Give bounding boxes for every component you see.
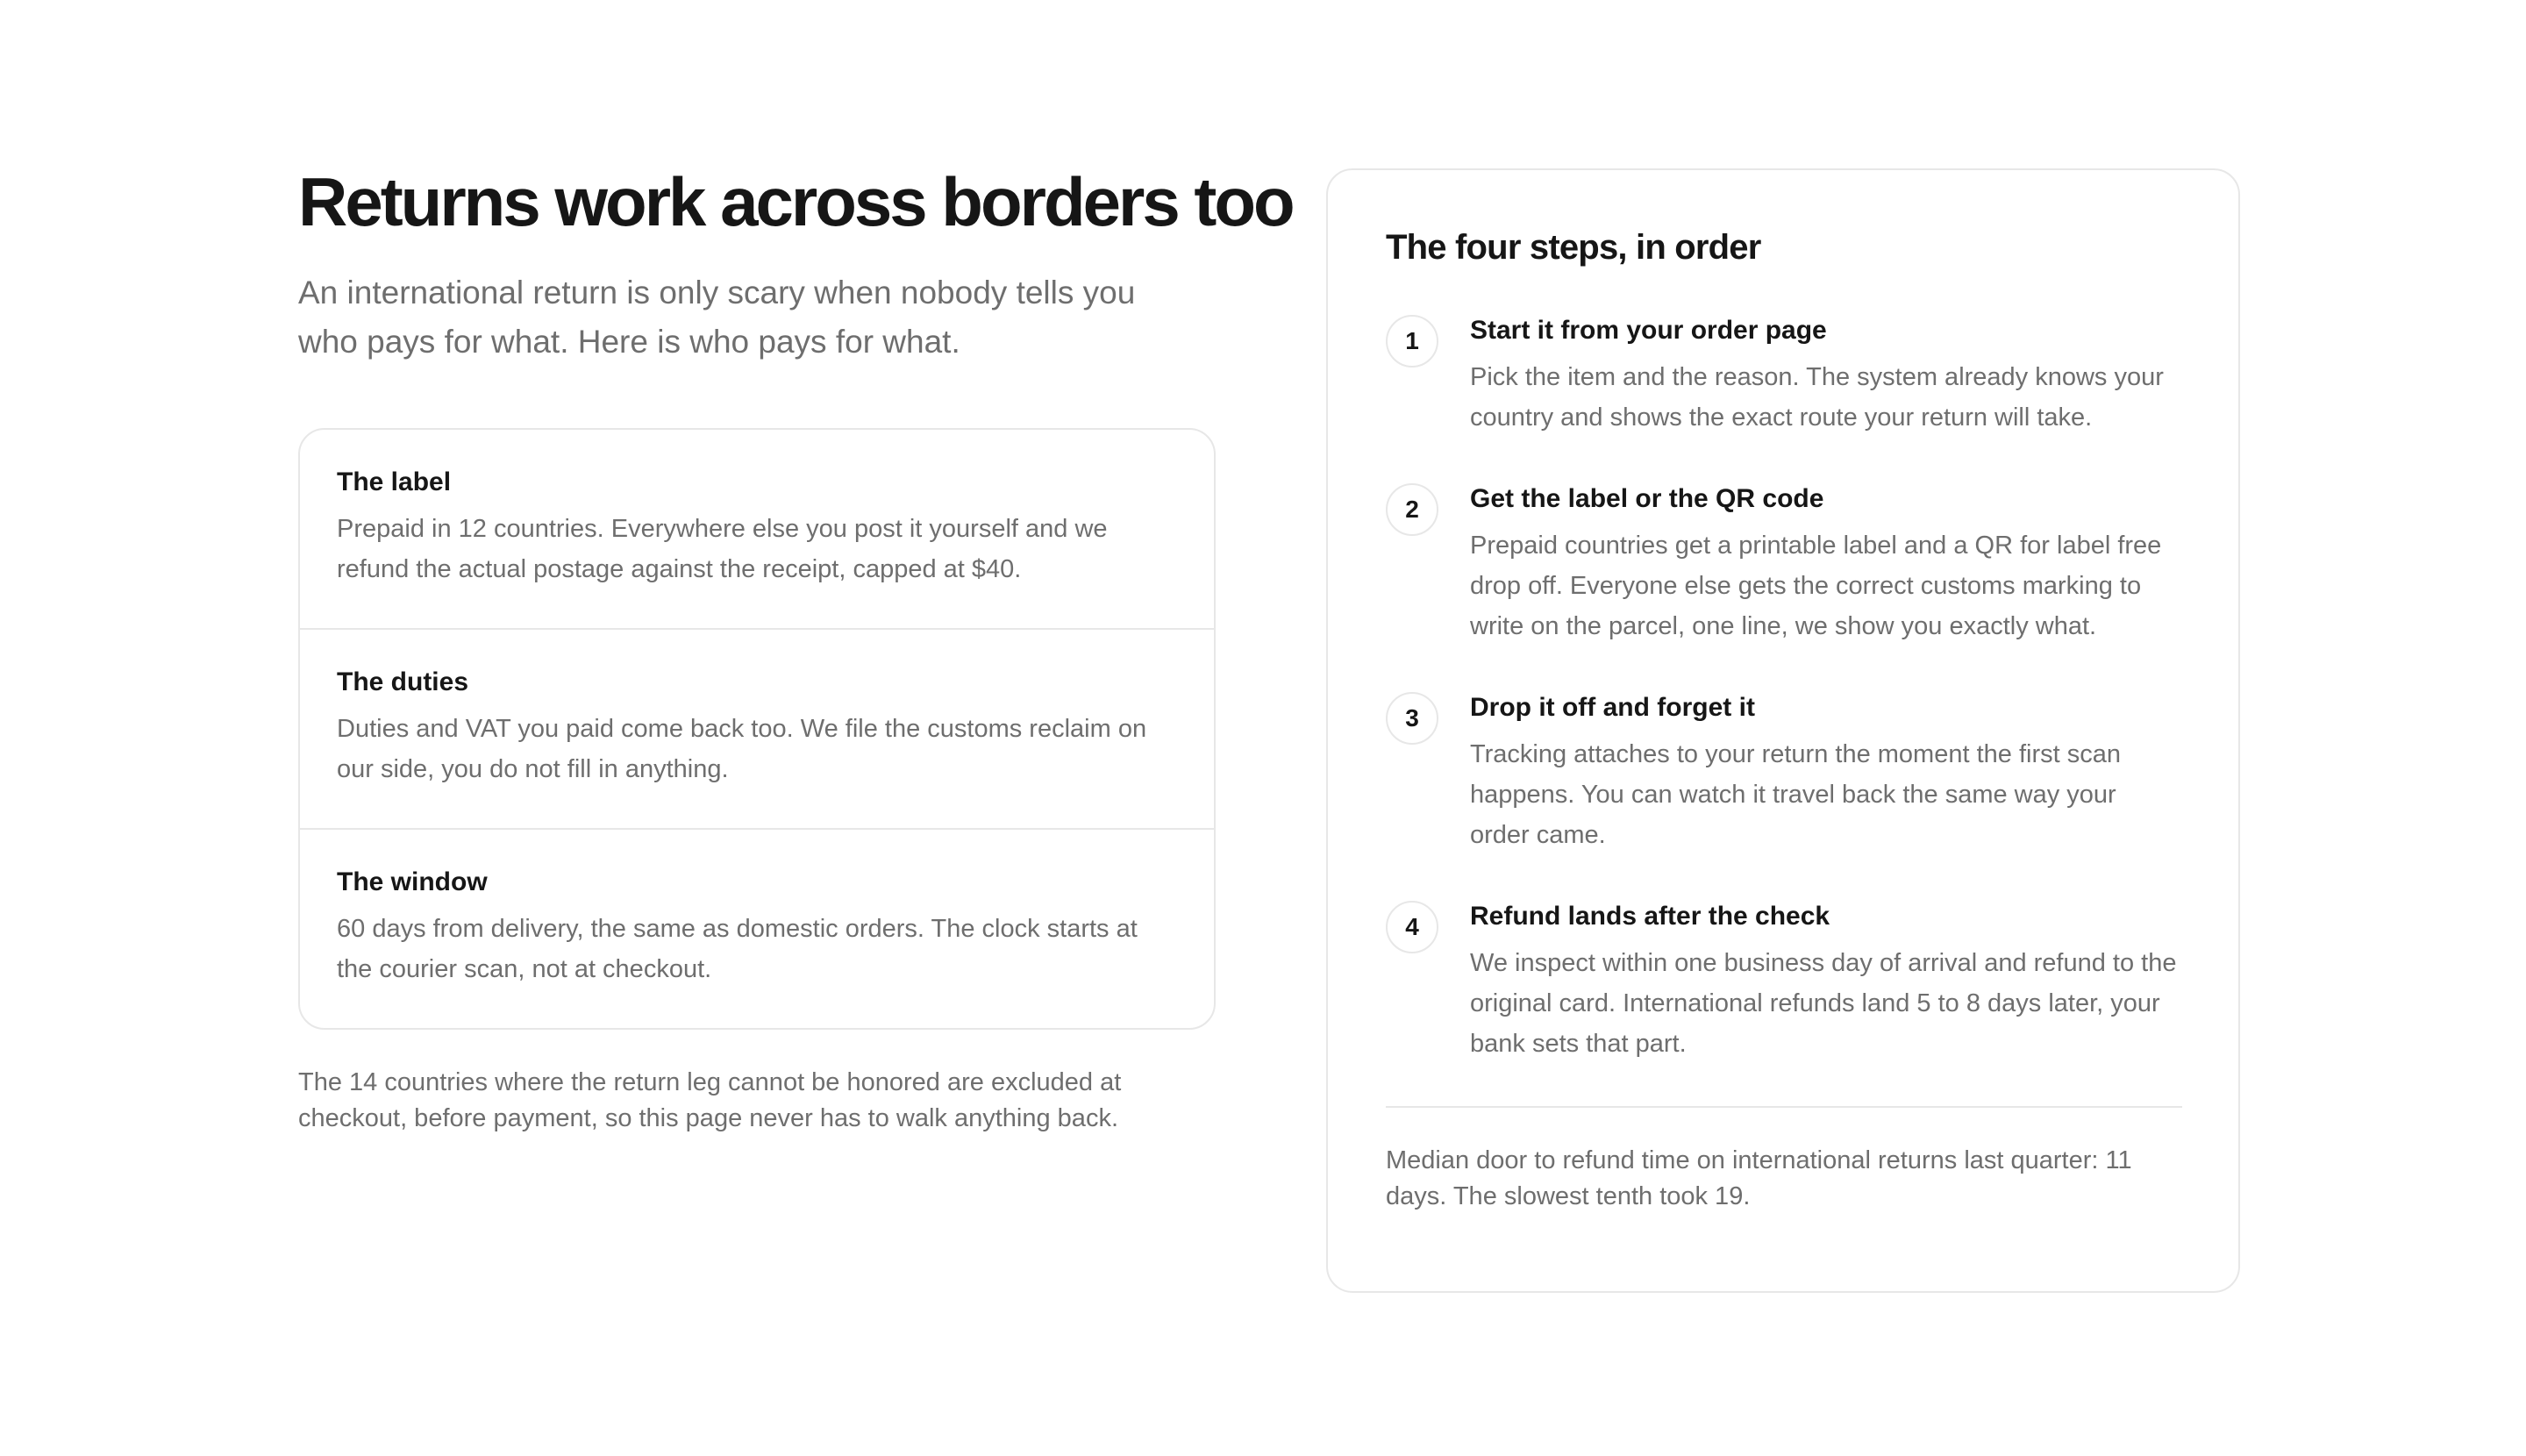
term-window [300, 828, 1214, 1028]
step-body: Tracking attaches to your return the moment the first scan happens. You can watch it travel back the same way your order came. [1470, 740, 2121, 849]
term-body: Prepaid in 12 countries. Everywhere else you post it yourself and we refund the actual postage against the receipt, capped at $40. [337, 514, 1108, 583]
term-title: The window [337, 867, 488, 896]
step-number-badge: 2 [1386, 483, 1438, 536]
term-body: Duties and VAT you paid come back too. We file the customs reclaim on our side, you do not fill in anything. [337, 714, 1147, 783]
intro-section [298, 163, 1293, 1162]
term-title: The label [337, 467, 452, 496]
step-number-badge: 4 [1386, 901, 1438, 953]
term-title: The duties [337, 667, 469, 696]
step-text [1470, 315, 2182, 438]
step-title: Refund lands after the check [1470, 902, 1830, 931]
step-text [1470, 483, 2182, 646]
step-text [1470, 692, 2182, 855]
term-label [300, 430, 1214, 628]
term-duties [300, 628, 1214, 828]
page-title: Returns work across borders too [298, 163, 1293, 240]
step-body: We inspect within one business day of arrival and refund to the original card. International refunds land 5 to 8 days later, your bank sets that part. [1470, 949, 2177, 1058]
step-item [1386, 315, 2182, 438]
page-subtitle: An international return is only scary when nobody tells you who pays for what. Here is who pays for what. [298, 274, 1136, 360]
step-item [1386, 692, 2182, 855]
step-title: Get the label or the QR code [1470, 484, 1824, 513]
excluded-countries-note: The 14 countries where the return leg cannot be honored are excluded at checkout, before payment, so this page never has to walk anything back. [298, 1067, 1122, 1132]
step-item [1386, 901, 2182, 1064]
step-text [1470, 901, 2182, 1064]
step-number-badge: 3 [1386, 692, 1438, 745]
step-title: Drop it off and forget it [1470, 693, 1755, 722]
refund-time-stat: Median door to refund time on international returns last quarter: 11 days. The slowest tenth took 19. [1386, 1146, 2132, 1210]
terms-card [298, 428, 1216, 1030]
step-body: Pick the item and the reason. The system already knows your country and shows the exact route your return will take. [1470, 363, 2164, 432]
divider [1386, 1106, 2182, 1108]
step-title: Start it from your order page [1470, 316, 1827, 345]
steps-card [1326, 168, 2240, 1293]
step-body: Prepaid countries get a printable label and a QR for label free drop off. Everyone else gets the correct customs marking to write on the parcel, one line, we show you exactly what. [1470, 532, 2162, 640]
step-item [1386, 483, 2182, 646]
steps-title: The four steps, in order [1386, 228, 1761, 267]
step-number-badge: 1 [1386, 315, 1438, 368]
term-body: 60 days from delivery, the same as domestic orders. The clock starts at the courier scan, not at checkout. [337, 914, 1138, 983]
steps-list [1386, 315, 2182, 1064]
